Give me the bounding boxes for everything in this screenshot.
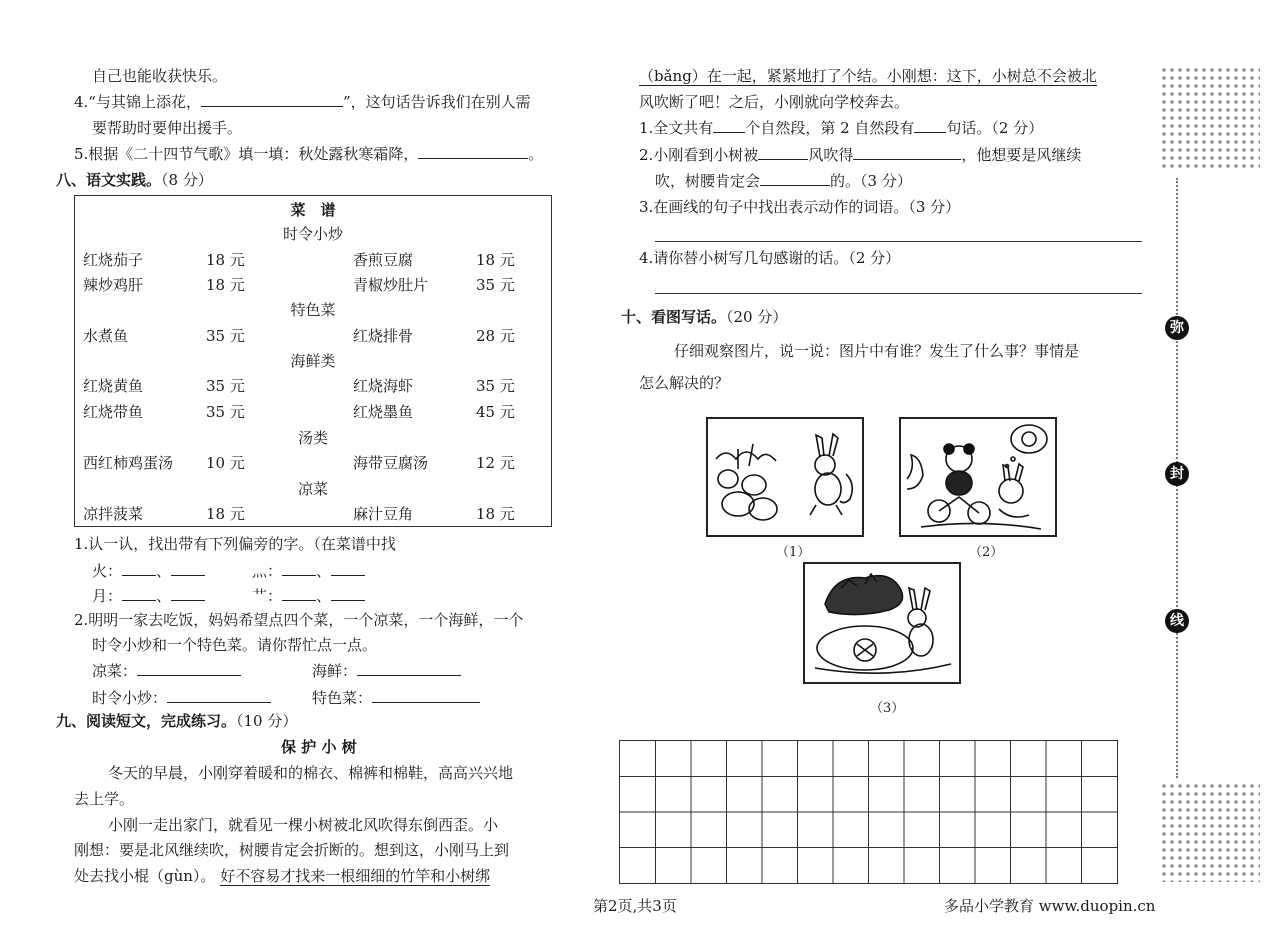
menu-title: 菜 谱 — [290, 201, 336, 219]
reading-q1-blank-1[interactable] — [713, 118, 745, 133]
q5-text: 5.根据《二十四节气歌》填一填：秋处露秋寒霜降， — [74, 145, 419, 163]
menu-category: 海鲜类 — [290, 352, 336, 370]
menu-price: 35 元 — [476, 276, 515, 294]
reading-q1 — [639, 118, 1043, 138]
order-special-label: 特色菜： — [312, 689, 373, 707]
menu-dish: 水煮鱼 — [83, 327, 129, 345]
menu-price: 10 元 — [206, 454, 245, 472]
order-special-row — [312, 688, 480, 708]
radical-grass-row — [252, 586, 365, 606]
menu-dish: 红烧黄鱼 — [83, 377, 144, 395]
order-special-blank[interactable] — [372, 688, 480, 703]
story-p2-continued — [639, 66, 1097, 86]
menu-dish: 红烧茄子 — [83, 251, 144, 269]
menu-price: 35 元 — [206, 377, 245, 395]
dot-pattern-top — [1160, 66, 1260, 170]
q5-blank[interactable] — [418, 144, 528, 159]
seal-char-xian: 线 — [1165, 609, 1189, 633]
seal-char-feng: 封 — [1165, 462, 1189, 486]
order-cold-label: 凉菜： — [92, 662, 138, 680]
q4-text-a: 4.“与其锦上添花， — [74, 93, 201, 111]
q4-text-c: 要帮助时要伸出援手。 — [92, 119, 243, 137]
reading-q2 — [639, 145, 1081, 165]
radical-fire-blank-2[interactable] — [171, 561, 205, 576]
reading-q2-blank-1[interactable] — [758, 145, 808, 160]
menu-price: 35 元 — [476, 377, 515, 395]
reading-q1-c: 句话。（2 分） — [946, 119, 1044, 137]
picture-2-drawing — [901, 419, 1055, 535]
section-9-title: 九、阅读短文，完成练习。 — [56, 712, 237, 730]
reading-q4-answer-line[interactable] — [655, 293, 1142, 294]
reading-q2-d: 吹，树腰肯定会 — [655, 172, 761, 190]
order-stir-blank[interactable] — [167, 688, 271, 703]
radical-grass-blank-1[interactable] — [282, 586, 316, 601]
dot-pattern-bottom — [1160, 782, 1260, 882]
menu-price: 35 元 — [206, 327, 245, 345]
section-9-score: （10 分） — [236, 712, 298, 730]
menu-category: 凉菜 — [297, 480, 328, 498]
menu-category: 汤类 — [297, 429, 328, 447]
reading-q2-a: 2.小刚看到小树被 — [639, 146, 759, 164]
seal-char-mi: 弥 — [1165, 316, 1189, 340]
reading-q2-b: 风吹得 — [808, 146, 854, 164]
section-10-title: 十、看图写话。 — [621, 308, 727, 326]
q3-tail-line: 自己也能收获快乐。 — [92, 67, 228, 85]
reading-q2-c: ，他想要是风继续 — [961, 146, 1082, 164]
story-p2-end: 风吹断了吧！之后，小刚就向学校奔去。 — [639, 93, 910, 111]
menu-dish: 海带豆腐汤 — [353, 454, 429, 472]
story-underlined-sentence: 好不容易才找来一根细细的竹竿和小树绑 — [220, 867, 491, 885]
menu-dish: 红烧墨鱼 — [353, 403, 414, 421]
order-sea-row — [312, 661, 461, 681]
order-cold-blank[interactable] — [137, 661, 241, 676]
question-5 — [74, 144, 543, 164]
story-p2-b: 刚想：要是北风继续吹，树腰肯定会折断的。想到这，小刚马上到 — [74, 841, 510, 859]
menu-dish: 西红柿鸡蛋汤 — [83, 454, 174, 472]
story-title: 保 护 小 树 — [281, 738, 357, 756]
separator: 、 — [156, 587, 172, 605]
picture-2 — [899, 417, 1057, 537]
section-8-heading — [56, 170, 213, 190]
radical-fire2-row — [252, 561, 365, 581]
menu-price: 18 元 — [476, 505, 515, 523]
section-10-heading — [621, 307, 787, 327]
section-8-score: （8 分） — [161, 171, 213, 189]
picture-1-drawing — [708, 419, 862, 535]
question-4 — [74, 92, 531, 112]
reading-q2-blank-2[interactable] — [853, 145, 961, 160]
writing-grid-lines — [620, 741, 1117, 883]
reading-q2-e: 的。（3 分） — [830, 172, 912, 190]
menu-price: 18 元 — [206, 505, 245, 523]
footer-brand: 多品小学教育 www.duopin.cn — [944, 897, 1156, 915]
picture-3-caption: （3） — [870, 701, 905, 716]
section-9-heading — [56, 711, 297, 731]
order-stir-row — [92, 688, 271, 708]
menu-dish: 香煎豆腐 — [353, 251, 414, 269]
menu-price: 18 元 — [206, 251, 245, 269]
menu-dish: 红烧海虾 — [353, 377, 414, 395]
menu-dish: 麻汁豆角 — [353, 505, 414, 523]
separator: 、 — [156, 562, 172, 580]
order-stir-label: 时令小炒： — [92, 689, 168, 707]
story-p2-c-line — [74, 866, 490, 886]
story-p1-b: 去上学。 — [74, 790, 135, 808]
menu-dish: 红烧带鱼 — [83, 403, 144, 421]
practice-2-prompt-a: 2.明明一家去吃饭，妈妈希望点四个菜，一个凉菜，一个海鲜，一个 — [74, 611, 524, 629]
radical-fire-label: 火： — [92, 562, 123, 580]
picture-2-caption: （2） — [969, 545, 1004, 560]
picture-1 — [706, 417, 864, 537]
menu-category: 特色菜 — [290, 301, 336, 319]
radical-grass-label: 艹： — [252, 587, 283, 605]
radical-fire2-label: 灬： — [252, 562, 283, 580]
reading-q1-a: 1.全文共有 — [639, 119, 714, 137]
menu-dish: 青椒炒肚片 — [353, 276, 429, 294]
picture-3 — [803, 562, 961, 684]
menu-dish: 凉拌菠菜 — [83, 505, 144, 523]
writing-prompt-b: 怎么解决的？ — [639, 374, 730, 392]
story-p1-a: 冬天的早晨，小刚穿着暖和的棉衣、棉裤和棉鞋，高高兴兴地 — [108, 764, 514, 782]
page-number: 第2页,共3页 — [593, 897, 677, 915]
menu-price: 28 元 — [476, 327, 515, 345]
reading-q4: 4.请你替小树写几句感谢的话。（2 分） — [639, 249, 901, 267]
radical-fire-row — [92, 561, 205, 581]
practice-1-prompt: 1.认一认，找出带有下列偏旁的字。（在菜谱中找 — [74, 535, 396, 553]
radical-fire2-blank-2[interactable] — [331, 561, 365, 576]
reading-q2-line2 — [655, 171, 912, 191]
reading-q2-blank-3[interactable] — [760, 171, 830, 186]
picture-3-drawing — [805, 564, 959, 682]
menu-dish: 红烧排骨 — [353, 327, 414, 345]
reading-q1-b: 个自然段，第 2 自然段有 — [745, 119, 915, 137]
radical-moon-row — [92, 586, 205, 606]
menu-price: 35 元 — [206, 403, 245, 421]
picture-1-caption: （1） — [776, 545, 811, 560]
reading-q3-answer-line[interactable] — [655, 241, 1142, 242]
separator: 、 — [316, 562, 332, 580]
order-sea-label: 海鲜： — [312, 662, 358, 680]
menu-price: 18 元 — [476, 251, 515, 269]
order-cold-row — [92, 661, 241, 681]
story-p2-a: 小刚一走出家门，就看见一棵小树被北风吹得东倒西歪。小 — [108, 816, 499, 834]
section-8-title: 八、语文实践。 — [56, 171, 162, 189]
radical-moon-blank-1[interactable] — [122, 586, 156, 601]
menu-price: 45 元 — [476, 403, 515, 421]
menu-box — [74, 195, 552, 527]
reading-q1-blank-2[interactable] — [914, 118, 946, 133]
q4-blank[interactable] — [201, 92, 343, 107]
story-underlined-sentence-end: （bǎng）在一起，紧紧地打了个结。小刚想：这下，小树总不会被北 — [639, 67, 1097, 85]
radical-grass-blank-2[interactable] — [331, 586, 365, 601]
order-sea-blank[interactable] — [357, 661, 461, 676]
q4-text-b: ”，这句话告诉我们在别人需 — [342, 93, 531, 111]
menu-dish: 辣炒鸡肝 — [83, 276, 144, 294]
menu-category: 时令小炒 — [282, 225, 343, 243]
menu-price: 12 元 — [476, 454, 515, 472]
radical-moon-label: 月： — [92, 587, 123, 605]
section-10-score: （20 分） — [726, 308, 788, 326]
practice-2-prompt-b: 时令小炒和一个特色菜。请你帮忙点一点。 — [92, 636, 378, 654]
radical-fire-blank-1[interactable] — [122, 561, 156, 576]
reading-q3: 3.在画线的句子中找出表示动作的词语。（3 分） — [639, 198, 961, 216]
story-p2-c: 处去找小棍（gùn）。 — [74, 867, 216, 885]
writing-grid[interactable] — [619, 740, 1118, 884]
writing-prompt-a: 仔细观察图片，说一说：图片中有谁？发生了什么事？事情是 — [674, 342, 1080, 360]
menu-price: 18 元 — [206, 276, 245, 294]
separator: 、 — [316, 587, 332, 605]
q5-end: 。 — [528, 145, 544, 163]
radical-moon-blank-2[interactable] — [171, 586, 205, 601]
radical-fire2-blank-1[interactable] — [282, 561, 316, 576]
